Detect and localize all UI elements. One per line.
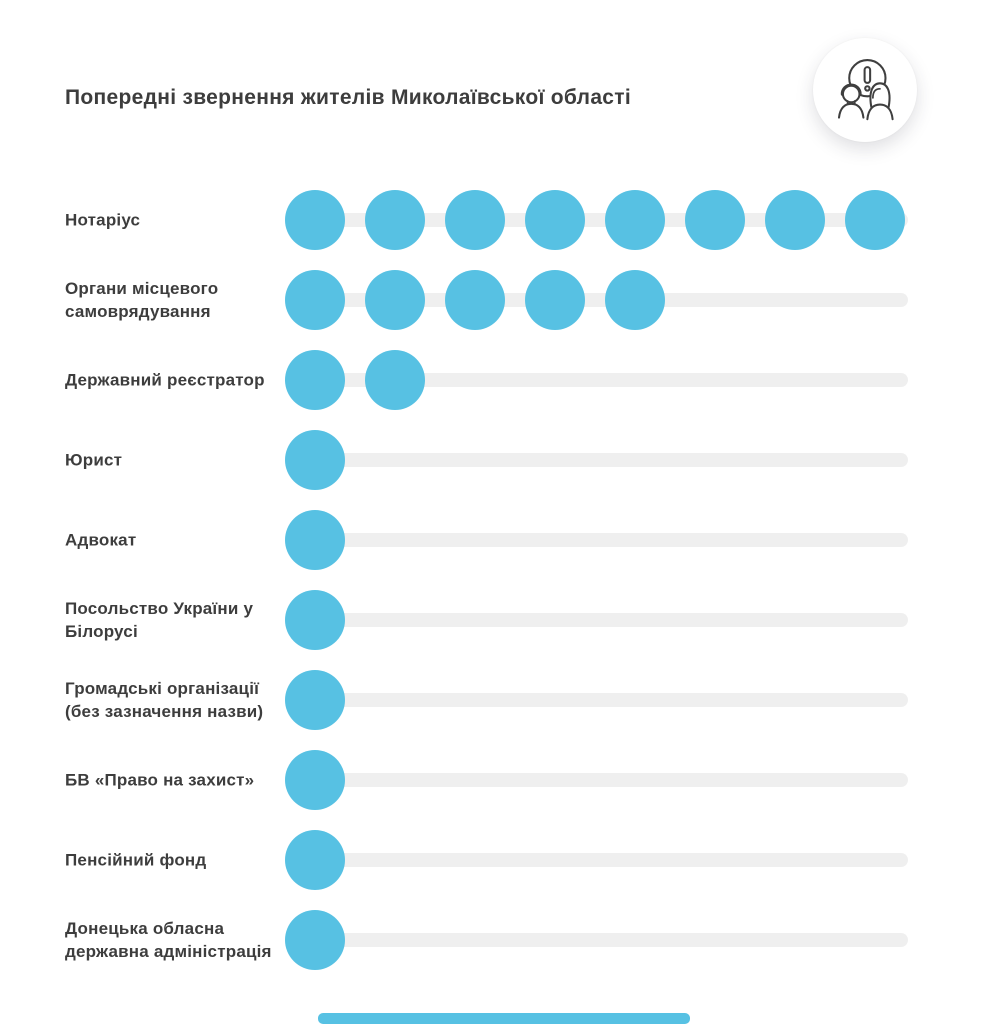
chart-row [0,820,989,900]
chart-row [0,740,989,820]
row-track [285,533,908,547]
row-track [285,373,908,387]
row-track [285,933,908,947]
chart-row [0,660,989,740]
dot [365,350,425,410]
dot [285,190,345,250]
row-track [285,453,908,467]
row-track [285,773,908,787]
dot [525,190,585,250]
row-track [285,213,908,227]
dot [445,270,505,330]
chart-row [0,180,989,260]
row-label: Посольство України у Білорусі [65,599,254,641]
people-exclamation-icon [813,38,917,142]
dot [765,190,825,250]
dot [285,430,345,490]
dot [845,190,905,250]
dot [685,190,745,250]
chart-row [0,500,989,580]
row-track [285,293,908,307]
dot [285,750,345,810]
dot [285,510,345,570]
dot [285,670,345,730]
dot [285,910,345,970]
page-title: Попередні звернення жителів Миколаївської області [65,86,631,109]
row-label: Органи місцевого самоврядування [65,279,219,321]
row-label: Донецька обласна державна адміністрація [65,919,272,961]
dot [605,270,665,330]
footer-accent-bar [318,1013,690,1024]
row-label: Адвокат [65,530,137,550]
dot [445,190,505,250]
row-label: Громадські організації (без зазначення назви) [65,679,264,721]
row-track [285,613,908,627]
dot [525,270,585,330]
row-track [285,693,908,707]
chart-row [0,260,989,340]
chart-row [0,420,989,500]
dot-chart [0,180,989,980]
chart-row [0,340,989,420]
row-label: Державний реєстратор [65,370,265,390]
chart-row [0,900,989,980]
chart-row [0,580,989,660]
dot [605,190,665,250]
row-label: БВ «Право на захист» [65,770,255,790]
row-label: Нотаріус [65,210,141,230]
row-label: Юрист [65,450,123,470]
row-track [285,853,908,867]
dot [285,270,345,330]
dot [285,350,345,410]
dot [365,190,425,250]
dot [285,830,345,890]
row-label: Пенсійний фонд [65,850,207,870]
dot [285,590,345,650]
dot [365,270,425,330]
